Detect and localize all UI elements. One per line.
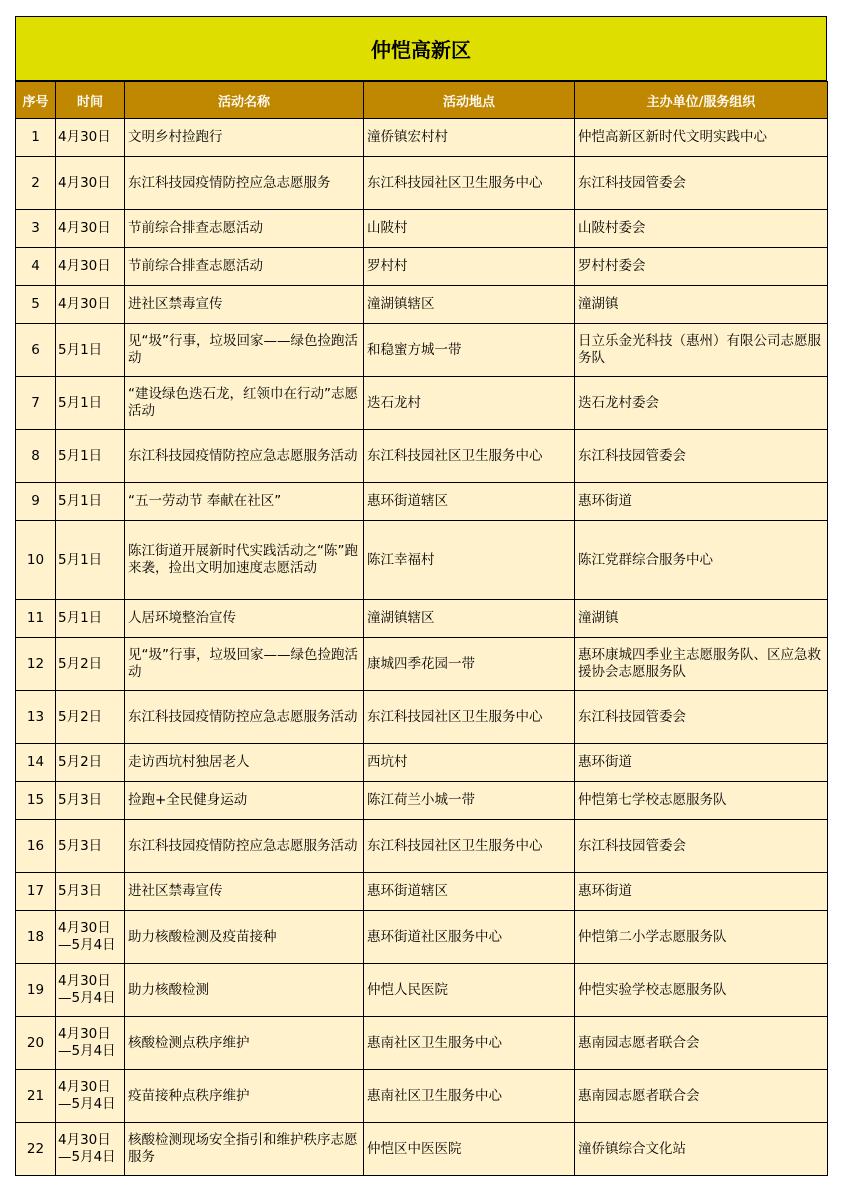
table-row	[16, 911, 828, 964]
table-row	[16, 210, 828, 248]
table-row	[16, 691, 828, 744]
row-organizer: 惠南园志愿者联合会	[575, 1070, 828, 1123]
row-location: 陈江幸福村	[364, 521, 575, 600]
row-location: 东江科技园社区卫生服务中心	[364, 820, 575, 873]
table-row	[16, 873, 828, 911]
row-activity-name: 捡跑+全民健身运动	[125, 782, 364, 820]
row-organizer: 潼侨镇综合文化站	[575, 1123, 828, 1176]
row-location: 惠南社区卫生服务中心	[364, 1017, 575, 1070]
row-index: 16	[16, 820, 56, 873]
row-activity-name: 东江科技园疫情防控应急志愿服务活动	[125, 430, 364, 483]
row-time: 4月30日—5月4日	[56, 964, 125, 1017]
row-location: 西坑村	[364, 744, 575, 782]
row-location: 和稳蜜方城一带	[364, 324, 575, 377]
table-row	[16, 1070, 828, 1123]
row-organizer: 惠环康城四季业主志愿服务队、区应急救援协会志愿服务队	[575, 638, 828, 691]
row-index: 17	[16, 873, 56, 911]
row-time: 4月30日—5月4日	[56, 1070, 125, 1123]
row-location: 惠环街道辖区	[364, 873, 575, 911]
row-index: 5	[16, 286, 56, 324]
row-time: 4月30日	[56, 157, 125, 210]
row-organizer: 迭石龙村委会	[575, 377, 828, 430]
row-location: 潼湖镇辖区	[364, 286, 575, 324]
table-row	[16, 744, 828, 782]
row-time: 5月2日	[56, 691, 125, 744]
table-header-row	[16, 82, 828, 119]
row-index: 7	[16, 377, 56, 430]
row-index: 18	[16, 911, 56, 964]
row-location: 东江科技园社区卫生服务中心	[364, 157, 575, 210]
row-location: 惠南社区卫生服务中心	[364, 1070, 575, 1123]
table-row	[16, 782, 828, 820]
row-location: 东江科技园社区卫生服务中心	[364, 430, 575, 483]
table-row	[16, 430, 828, 483]
row-time: 5月2日	[56, 744, 125, 782]
row-location: 东江科技园社区卫生服务中心	[364, 691, 575, 744]
row-location: 罗村村	[364, 248, 575, 286]
row-location: 山陂村	[364, 210, 575, 248]
row-index: 20	[16, 1017, 56, 1070]
row-time: 4月30日—5月4日	[56, 1017, 125, 1070]
row-organizer: 日立乐金光科技（惠州）有限公司志愿服务队	[575, 324, 828, 377]
row-time: 5月3日	[56, 782, 125, 820]
row-activity-name: 见“圾”行事，垃圾回家——绿色捡跑活动	[125, 324, 364, 377]
row-activity-name: 助力核酸检测及疫苗接种	[125, 911, 364, 964]
row-index: 4	[16, 248, 56, 286]
row-index: 19	[16, 964, 56, 1017]
header-index: 序号	[16, 82, 56, 119]
row-time: 4月30日—5月4日	[56, 911, 125, 964]
row-activity-name: 进社区禁毒宣传	[125, 873, 364, 911]
row-activity-name: 人居环境整治宣传	[125, 600, 364, 638]
row-activity-name: 进社区禁毒宣传	[125, 286, 364, 324]
row-index: 15	[16, 782, 56, 820]
row-organizer: 潼湖镇	[575, 600, 828, 638]
header-location: 活动地点	[364, 82, 575, 119]
row-location: 仲恺区中医医院	[364, 1123, 575, 1176]
table-row	[16, 483, 828, 521]
row-activity-name: 东江科技园疫情防控应急志愿服务	[125, 157, 364, 210]
table-row	[16, 248, 828, 286]
row-activity-name: “五一劳动节 奉献在社区”	[125, 483, 364, 521]
row-time: 5月3日	[56, 820, 125, 873]
row-index: 12	[16, 638, 56, 691]
row-location: 潼湖镇辖区	[364, 600, 575, 638]
row-organizer: 仲恺高新区新时代文明实践中心	[575, 119, 828, 157]
table-row	[16, 521, 828, 600]
row-location: 迭石龙村	[364, 377, 575, 430]
table-row	[16, 638, 828, 691]
row-organizer: 惠环街道	[575, 873, 828, 911]
row-index: 9	[16, 483, 56, 521]
row-activity-name: 走访西坑村独居老人	[125, 744, 364, 782]
row-organizer: 东江科技园管委会	[575, 691, 828, 744]
row-activity-name: 核酸检测现场安全指引和维护秩序志愿服务	[125, 1123, 364, 1176]
row-time: 5月1日	[56, 521, 125, 600]
row-time: 5月2日	[56, 638, 125, 691]
row-location: 康城四季花园一带	[364, 638, 575, 691]
table-row	[16, 119, 828, 157]
table-row	[16, 964, 828, 1017]
row-index: 3	[16, 210, 56, 248]
row-time: 4月30日	[56, 210, 125, 248]
row-index: 21	[16, 1070, 56, 1123]
row-index: 6	[16, 324, 56, 377]
header-activity-name: 活动名称	[125, 82, 364, 119]
row-organizer: 山陂村委会	[575, 210, 828, 248]
row-time: 5月1日	[56, 324, 125, 377]
table-row	[16, 1017, 828, 1070]
row-activity-name: 文明乡村捡跑行	[125, 119, 364, 157]
row-time: 4月30日	[56, 286, 125, 324]
row-organizer: 仲恺第七学校志愿服务队	[575, 782, 828, 820]
row-index: 13	[16, 691, 56, 744]
row-index: 1	[16, 119, 56, 157]
row-organizer: 东江科技园管委会	[575, 157, 828, 210]
row-time: 4月30日	[56, 248, 125, 286]
row-location: 仲恺人民医院	[364, 964, 575, 1017]
row-activity-name: 节前综合排查志愿活动	[125, 248, 364, 286]
row-index: 14	[16, 744, 56, 782]
header-organizer: 主办单位/服务组织	[575, 82, 828, 119]
table-row	[16, 1123, 828, 1176]
row-activity-name: 东江科技园疫情防控应急志愿服务活动	[125, 820, 364, 873]
row-time: 5月1日	[56, 377, 125, 430]
activity-table	[15, 81, 828, 1176]
row-location: 潼侨镇宏村村	[364, 119, 575, 157]
row-organizer: 潼湖镇	[575, 286, 828, 324]
row-time: 4月30日	[56, 119, 125, 157]
row-time: 5月1日	[56, 600, 125, 638]
row-time: 4月30日—5月4日	[56, 1123, 125, 1176]
page-title: 仲恺高新区	[15, 16, 827, 81]
row-activity-name: “建设绿色迭石龙，红领巾在行动”志愿活动	[125, 377, 364, 430]
row-location: 陈江荷兰小城一带	[364, 782, 575, 820]
row-location: 惠环街道辖区	[364, 483, 575, 521]
row-index: 2	[16, 157, 56, 210]
row-organizer: 仲恺第二小学志愿服务队	[575, 911, 828, 964]
row-organizer: 东江科技园管委会	[575, 430, 828, 483]
table-row	[16, 286, 828, 324]
row-organizer: 惠环街道	[575, 744, 828, 782]
row-organizer: 东江科技园管委会	[575, 820, 828, 873]
row-activity-name: 见“圾”行事，垃圾回家——绿色捡跑活动	[125, 638, 364, 691]
table-row	[16, 324, 828, 377]
header-time: 时间	[56, 82, 125, 119]
row-index: 22	[16, 1123, 56, 1176]
row-index: 10	[16, 521, 56, 600]
row-organizer: 陈江党群综合服务中心	[575, 521, 828, 600]
row-activity-name: 节前综合排查志愿活动	[125, 210, 364, 248]
row-organizer: 罗村村委会	[575, 248, 828, 286]
table-row	[16, 377, 828, 430]
row-index: 8	[16, 430, 56, 483]
row-activity-name: 助力核酸检测	[125, 964, 364, 1017]
table-row	[16, 600, 828, 638]
row-activity-name: 疫苗接种点秩序维护	[125, 1070, 364, 1123]
row-index: 11	[16, 600, 56, 638]
row-time: 5月3日	[56, 873, 125, 911]
row-time: 5月1日	[56, 483, 125, 521]
table-row	[16, 820, 828, 873]
row-organizer: 惠南园志愿者联合会	[575, 1017, 828, 1070]
row-activity-name: 东江科技园疫情防控应急志愿服务活动	[125, 691, 364, 744]
row-location: 惠环街道社区服务中心	[364, 911, 575, 964]
row-organizer: 仲恺实验学校志愿服务队	[575, 964, 828, 1017]
table-row	[16, 157, 828, 210]
row-activity-name: 核酸检测点秩序维护	[125, 1017, 364, 1070]
schedule-sheet	[15, 16, 827, 1176]
row-time: 5月1日	[56, 430, 125, 483]
row-organizer: 惠环街道	[575, 483, 828, 521]
row-activity-name: 陈江街道开展新时代实践活动之“陈”跑来袭，捡出文明加速度志愿活动	[125, 521, 364, 600]
